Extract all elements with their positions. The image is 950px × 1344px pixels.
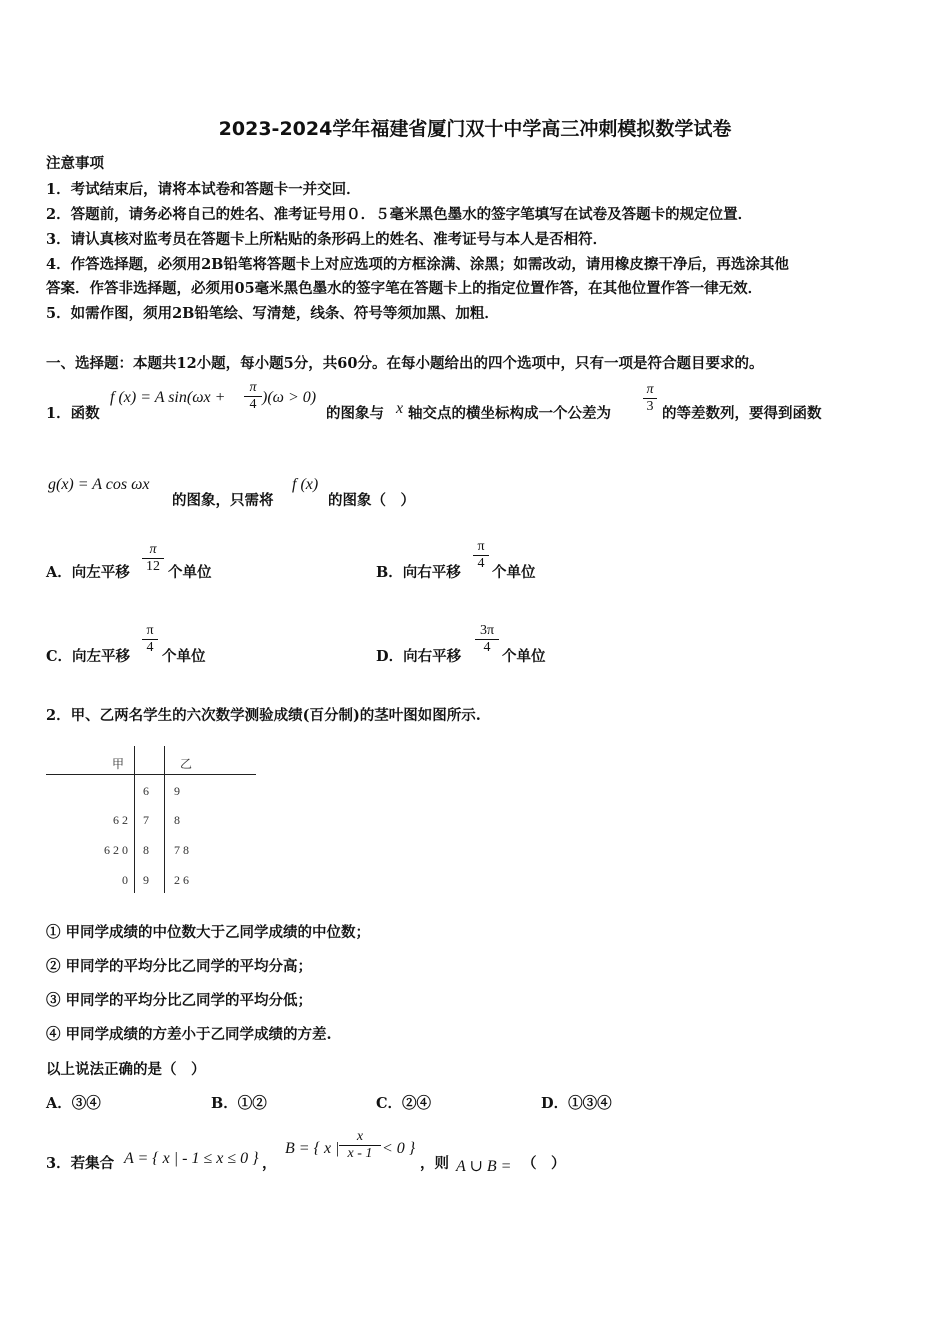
section-heading: 一、选择题：本题共12小题，每小题5分，共60分。在每小题给出的四个选项中，只有一项是符合题目要求的。: [46, 355, 764, 372]
q1-f-frac-num: π: [249, 380, 257, 395]
q1-option-c-suffix: 个单位: [162, 648, 206, 665]
q2-statement: ④ 甲同学成绩的方差小于乙同学成绩的方差.: [46, 1026, 332, 1043]
q1-g-expr: g(x) = A cos ωx: [48, 476, 150, 493]
plot-stem: 6: [143, 784, 149, 798]
q1-option-b-fraction: [473, 539, 489, 572]
plot-stem: 9: [143, 873, 149, 887]
q2-option-b: B．①②: [211, 1095, 267, 1112]
q2-ask: 以上说法正确的是（ ）: [46, 1061, 206, 1078]
note-item: 5．如需作图，须用2B铅笔绘、写清楚，线条、符号等须加黑、加粗．: [46, 305, 499, 322]
q3-set-b-right: < 0 }: [382, 1140, 416, 1157]
plot-left-leaves: 6 2: [113, 813, 128, 827]
q1-text-d: 的图象，只需将: [172, 492, 274, 509]
q1-f-short: f (x): [292, 476, 319, 493]
fraction-num: 3π: [479, 623, 495, 638]
q1-option-b-suffix: 个单位: [492, 564, 536, 581]
plot-stem: 8: [143, 843, 149, 857]
q2-statement: ② 甲同学的平均分比乙同学的平均分高；: [46, 958, 313, 975]
q2-option-d: D．①③④: [541, 1095, 612, 1112]
plot-right-leaves: 8: [174, 813, 180, 827]
q2-statement: ① 甲同学成绩的中位数大于乙同学成绩的中位数；: [46, 924, 371, 941]
note-item: 答案．作答非选择题，必须用05毫米黑色墨水的签字笔在答题卡上的指定位置作答，在其他位置作答一律无效．: [46, 280, 763, 297]
q1-option-a-fraction: [142, 542, 164, 575]
plot-divider-right: [164, 746, 165, 893]
fraction-num: π: [477, 539, 485, 554]
q3-union: A ∪ B =: [456, 1158, 512, 1175]
q1-f-frac-den: 4: [249, 397, 257, 412]
fraction-num: π: [149, 542, 157, 557]
plot-right-leaves: 7 8: [174, 843, 189, 857]
q1-f-expr-b: )(ω > 0): [262, 389, 317, 406]
q3-then: ，则: [420, 1155, 449, 1172]
q1-option-a: A．向左平移: [46, 564, 130, 581]
plot-right-header: 乙: [180, 757, 193, 771]
q1-text-c: 的等差数列，要得到函数: [662, 405, 822, 422]
plot-divider-left: [134, 746, 135, 893]
q1-x-var: x: [396, 400, 404, 417]
q1-text-a: 的图象与: [326, 405, 384, 422]
fraction-den: 4: [146, 640, 154, 655]
fraction-num: x: [356, 1129, 364, 1144]
q1-option-b: B．向右平移: [376, 564, 461, 581]
note-item: 2．答题前，请务必将自己的姓名、准考证号用０．５毫米黑色墨水的签字笔填写在试卷及答题卡的规定位置．: [46, 206, 753, 223]
q1-option-d: D．向右平移: [376, 648, 462, 665]
plot-right-leaves: 2 6: [174, 873, 189, 887]
q1-option-c-fraction: [142, 623, 158, 656]
note-item: 3．请认真核对监考员在答题卡上所粘贴的条形码上的姓名、准考证号与本人是否相符．: [46, 231, 608, 248]
q3-comma: ，: [262, 1155, 277, 1172]
plot-left-leaves: 0: [122, 873, 128, 887]
q3-number: 3．若集合: [46, 1155, 115, 1172]
notes-heading: 注意事项: [46, 155, 104, 172]
note-item: 1．考试结束后，请将本试卷和答题卡一并交回．: [46, 181, 361, 198]
fraction-den: x - 1: [347, 1146, 373, 1161]
plot-left-header: 甲: [112, 757, 125, 771]
plot-stem: 7: [143, 813, 149, 827]
q2-option-a: A．③④: [46, 1095, 101, 1112]
page-title: 2023-2024学年福建省厦门双十中学高三冲刺模拟数学试卷: [218, 118, 732, 140]
q1-d-den: 3: [646, 399, 654, 414]
q1-d-fraction: [643, 382, 657, 415]
q1-text-e: 的图象（ ）: [328, 492, 415, 509]
q1-text-b: 轴交点的横坐标构成一个公差为: [408, 405, 611, 422]
q1-option-c: C．向左平移: [46, 648, 131, 665]
q2-option-c: C．②④: [376, 1095, 432, 1112]
q2-stem: 2．甲、乙两名学生的六次数学测验成绩(百分制)的茎叶图如图所示.: [46, 707, 481, 724]
plot-left-leaves: 6 2 0: [104, 843, 128, 857]
fraction-num: π: [146, 623, 154, 638]
q3-set-b-fraction: [339, 1129, 381, 1162]
q1-f-expr-a: f (x) = A sin(ωx +: [110, 389, 226, 406]
q1-option-d-suffix: 个单位: [502, 648, 546, 665]
plot-horizontal-rule: [46, 774, 256, 775]
fraction-den: 12: [146, 559, 160, 574]
q3-paren: （ ）: [522, 1155, 566, 1172]
q3-set-a: A = { x | - 1 ≤ x ≤ 0 }: [124, 1150, 259, 1167]
fraction-den: 4: [483, 640, 491, 655]
q3-set-b-left: B = { x |: [285, 1140, 340, 1157]
q1-option-d-fraction: [475, 623, 499, 656]
note-item: 4．作答选择题，必须用2B铅笔将答题卡上对应选项的方框涂满、涂黑；如需改动，请用橡皮擦干净后，再选涂其他: [46, 256, 789, 273]
plot-right-leaves: 9: [174, 784, 180, 798]
q2-statement: ③ 甲同学的平均分比乙同学的平均分低；: [46, 992, 313, 1009]
q1-number: 1．函数: [46, 405, 100, 422]
q1-d-num: π: [646, 382, 654, 397]
fraction-den: 4: [477, 556, 485, 571]
q1-option-a-suffix: 个单位: [168, 564, 212, 581]
q1-f-fraction: [244, 380, 262, 413]
